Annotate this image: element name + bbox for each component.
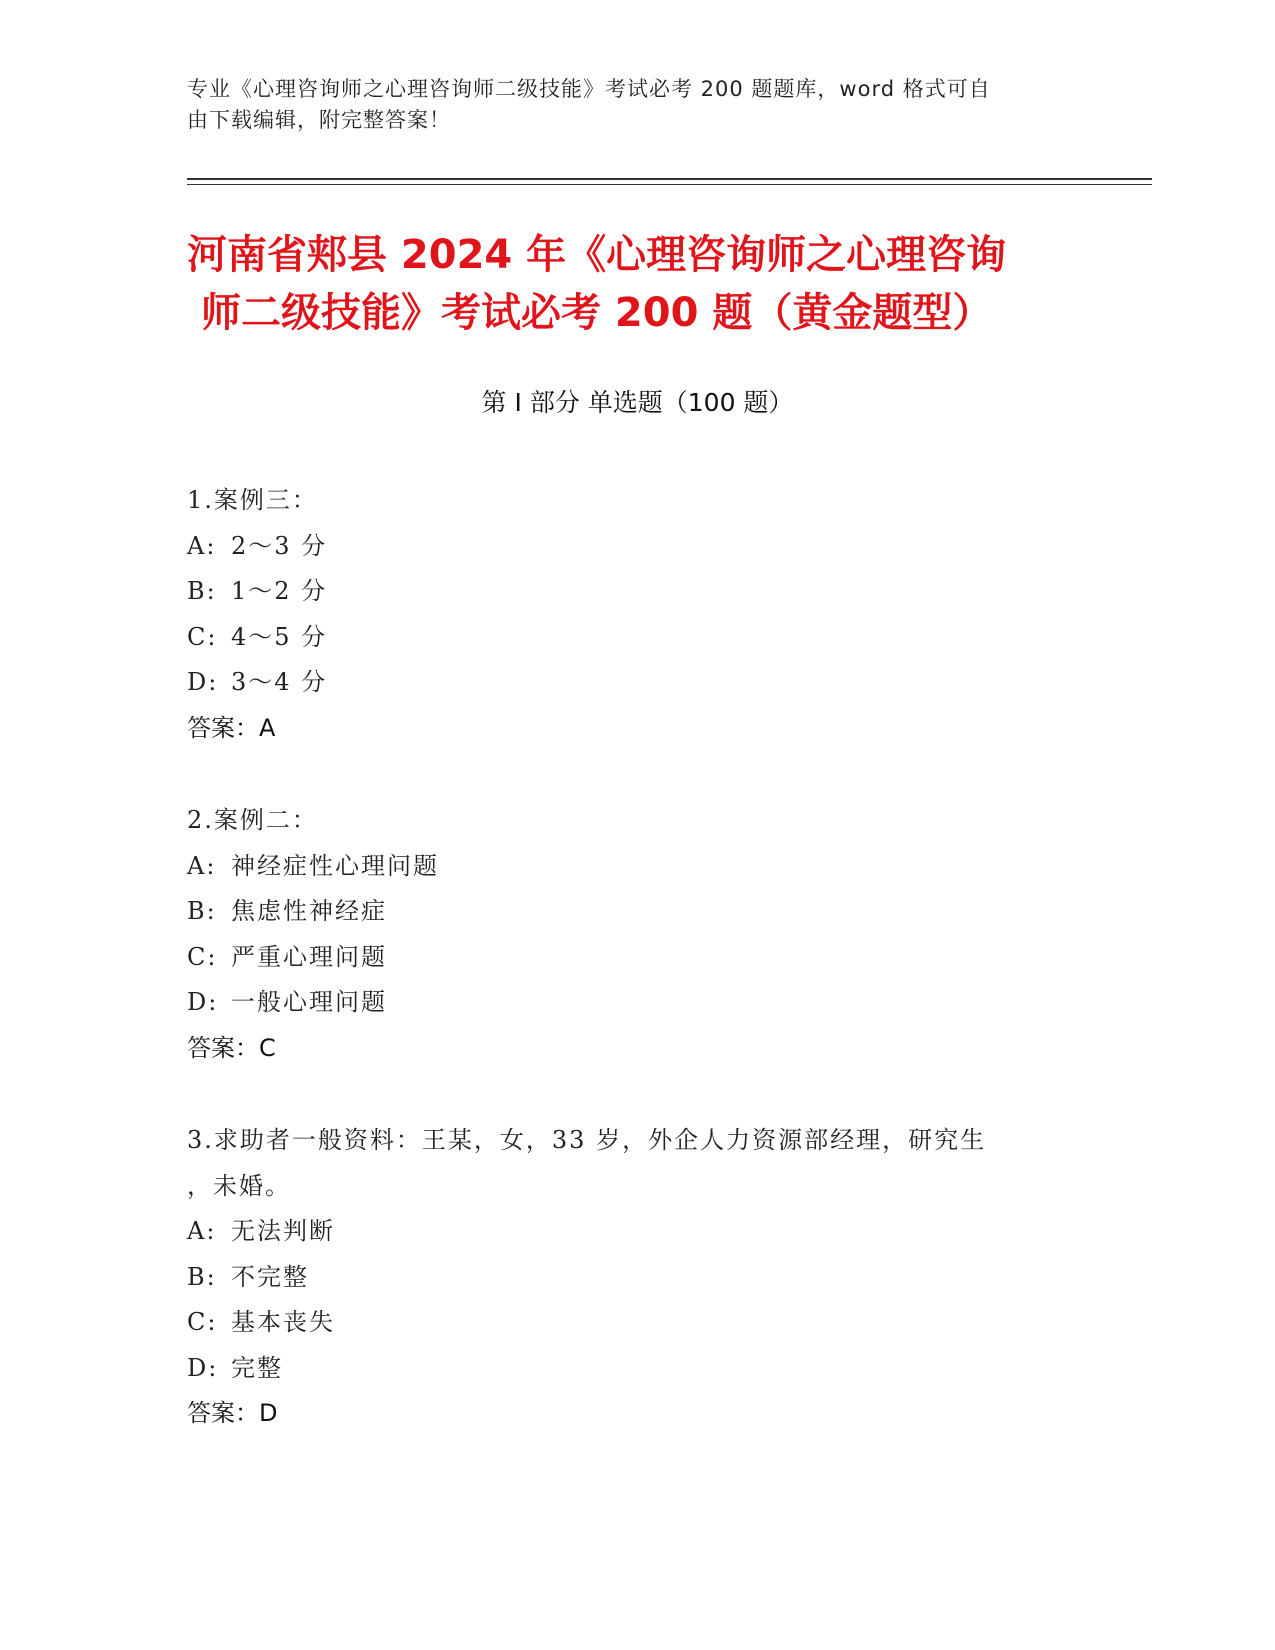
option-text: 完整 <box>231 1353 283 1382</box>
option-letter: C: <box>187 622 218 651</box>
option-letter: D: <box>187 988 219 1016</box>
question-3 <box>187 1118 1087 1437</box>
option-b <box>187 889 1087 935</box>
option-text: 基本丧失 <box>231 1308 335 1336</box>
answer-line: 答案：D <box>187 1399 278 1427</box>
option-letter: B: <box>187 897 217 925</box>
option-c <box>187 615 1087 661</box>
header-divider-thin <box>187 184 1152 185</box>
header-note <box>187 74 1067 136</box>
option-text: 3～4 分 <box>231 668 328 696</box>
answer-line: 答案：C <box>187 1033 276 1062</box>
option-letter: B: <box>187 1262 217 1291</box>
option-b <box>187 1255 1087 1301</box>
option-text: 无法判断 <box>231 1217 335 1245</box>
option-text: 不完整 <box>231 1262 309 1291</box>
header-note-line-1: 专业《心理咨询师之心理咨询师二级技能》考试必考 200 题题库，word 格式可自 <box>187 77 991 101</box>
option-text: 2～3 分 <box>231 531 328 560</box>
question-stem: 1.案例三： <box>187 486 318 514</box>
option-text: 焦虑性神经症 <box>231 897 387 925</box>
option-letter: A: <box>187 1217 217 1245</box>
document-title-line-1: 河南省郏县 2024 年《心理咨询师之心理咨询 <box>187 232 1007 278</box>
option-letter: A: <box>187 531 217 560</box>
option-letter: D: <box>187 668 219 696</box>
option-d <box>187 980 1087 1026</box>
option-text: 严重心理问题 <box>231 942 387 971</box>
option-letter: A: <box>187 851 217 880</box>
question-1 <box>187 478 1087 751</box>
option-c <box>187 935 1087 981</box>
section-heading: 第 I 部分 单选题（100 题） <box>481 388 794 417</box>
option-text: 一般心理问题 <box>231 988 387 1016</box>
option-a <box>187 844 1087 890</box>
question-stem: 2.案例二： <box>187 806 318 834</box>
option-letter: B: <box>187 577 217 605</box>
option-d <box>187 1346 1087 1392</box>
question-2 <box>187 798 1087 1071</box>
option-c <box>187 1300 1087 1346</box>
option-b <box>187 569 1087 615</box>
header-note-line-2: 由下载编辑，附完整答案！ <box>187 108 451 132</box>
question-stem-continued: ，未婚。 <box>187 1171 291 1200</box>
option-a <box>187 524 1087 570</box>
option-text: 4～5 分 <box>231 622 328 651</box>
document-title-line-2: 师二级技能》考试必考 200 题（黄金题型） <box>201 290 993 336</box>
answer-line: 答案：A <box>187 713 276 742</box>
option-d <box>187 660 1087 706</box>
question-list <box>187 478 1087 1484</box>
option-text: 1～2 分 <box>231 577 328 605</box>
option-letter: D: <box>187 1353 219 1382</box>
document-title <box>187 226 1107 342</box>
question-stem: 3.求助者一般资料：王某，女，33 岁，外企人力资源部经理，研究生 <box>187 1126 987 1154</box>
option-letter: C: <box>187 942 218 971</box>
header-divider-thick <box>187 178 1152 180</box>
option-letter: C: <box>187 1308 218 1336</box>
option-a <box>187 1209 1087 1255</box>
option-text: 神经症性心理问题 <box>231 851 439 880</box>
